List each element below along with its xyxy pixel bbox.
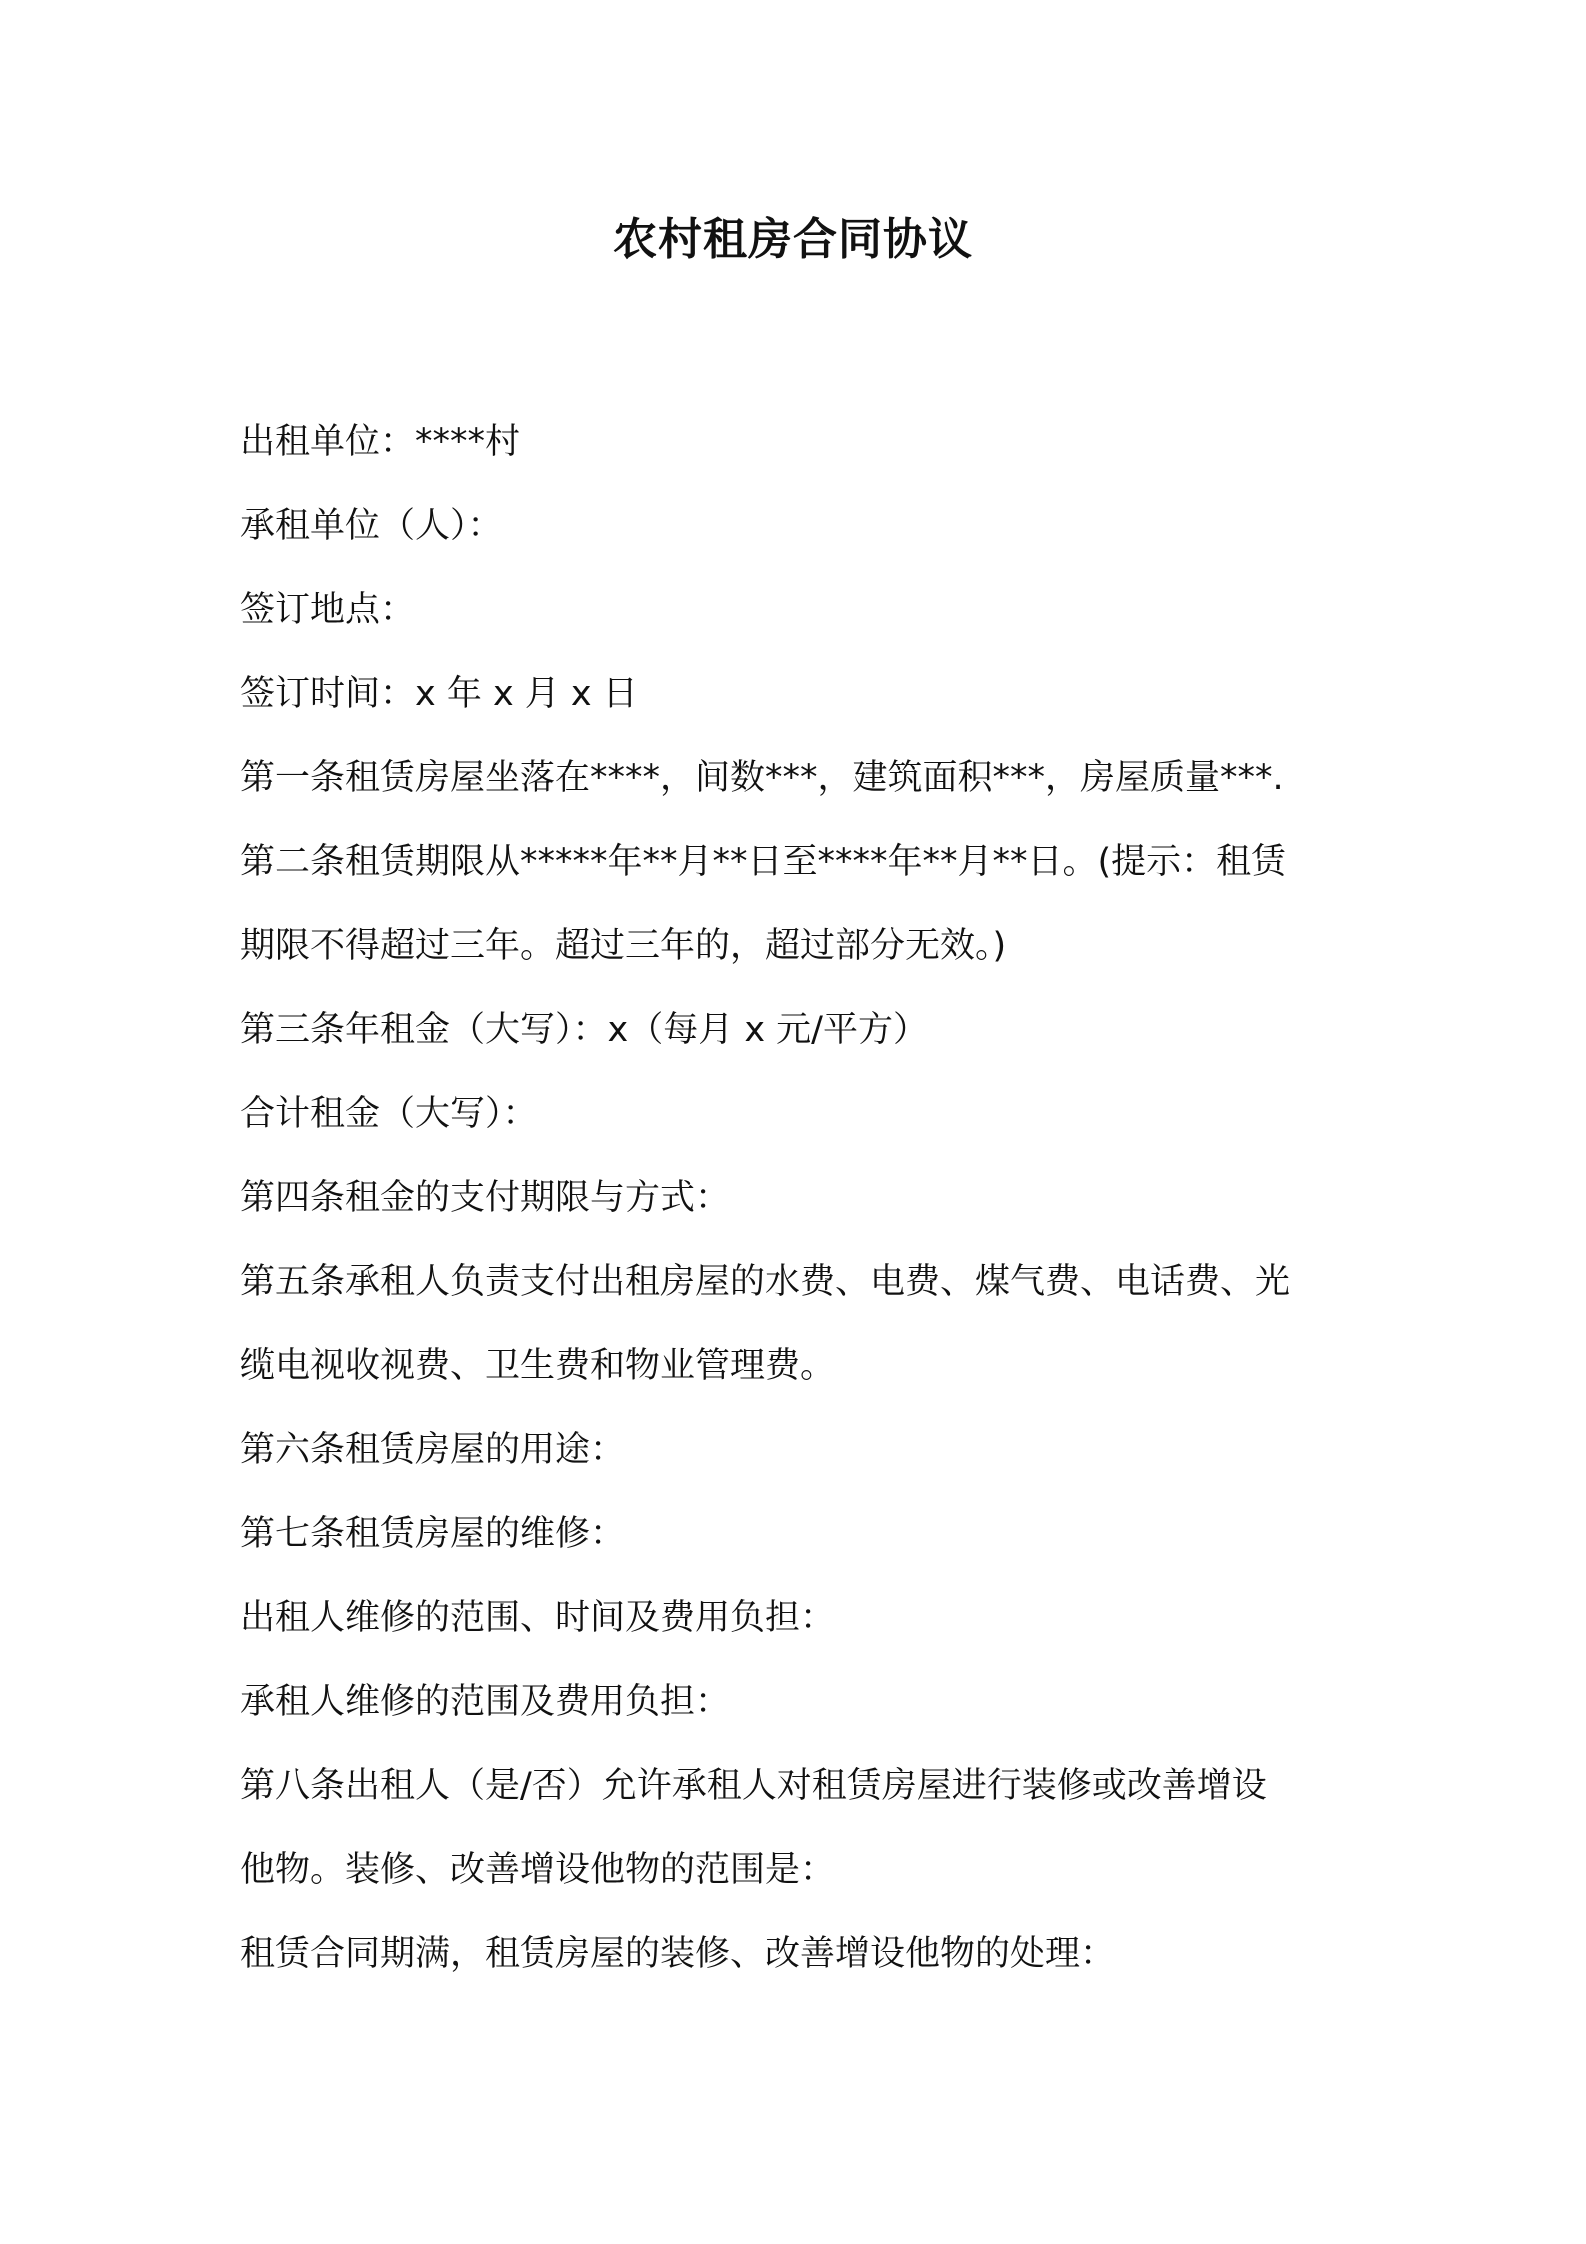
text-line: 出租单位：****村 (240, 422, 521, 462)
text-line: 第二条租赁期限从*****年**月**日至****年**月**日。(提示：租赁 (240, 842, 1287, 882)
text-line: 租赁合同期满，租赁房屋的装修、改善增设他物的处理： (240, 1934, 1116, 1974)
text-line: 他物。装修、改善增设他物的范围是： (240, 1850, 836, 1890)
text-line: 签订时间：x 年 x 月 x 日 (240, 674, 638, 714)
text-line: 第六条租赁房屋的用途： (240, 1430, 626, 1470)
text-line: 第五条承租人负责支付出租房屋的水费、电费、煤气费、电话费、光 (240, 1262, 1291, 1302)
document-body (240, 400, 1350, 1996)
text-line: 承租单位（人）： (240, 506, 503, 546)
text-line: 签订地点： (240, 590, 416, 630)
document-title: 农村租房合同协议 (613, 214, 973, 265)
text-line: 第三条年租金（大写）：x（每月 x 元/平方） (240, 1010, 928, 1050)
text-line: 期限不得超过三年。超过三年的，超过部分无效。) (240, 926, 1007, 966)
text-line: 第八条出租人（是/否）允许承租人对租赁房屋进行装修或改善增设 (240, 1766, 1267, 1806)
text-line: 缆电视收视费、卫生费和物业管理费。 (240, 1346, 836, 1386)
text-line: 第一条租赁房屋坐落在****，间数***，建筑面积***，房屋质量***. (240, 758, 1284, 798)
text-line: 第四条租金的支付期限与方式： (240, 1178, 731, 1218)
text-line: 第七条租赁房屋的维修： (240, 1514, 626, 1554)
text-line: 出租人维修的范围、时间及费用负担： (240, 1598, 836, 1638)
text-line: 合计租金（大写）： (240, 1094, 538, 1134)
text-line: 承租人维修的范围及费用负担： (240, 1682, 731, 1722)
